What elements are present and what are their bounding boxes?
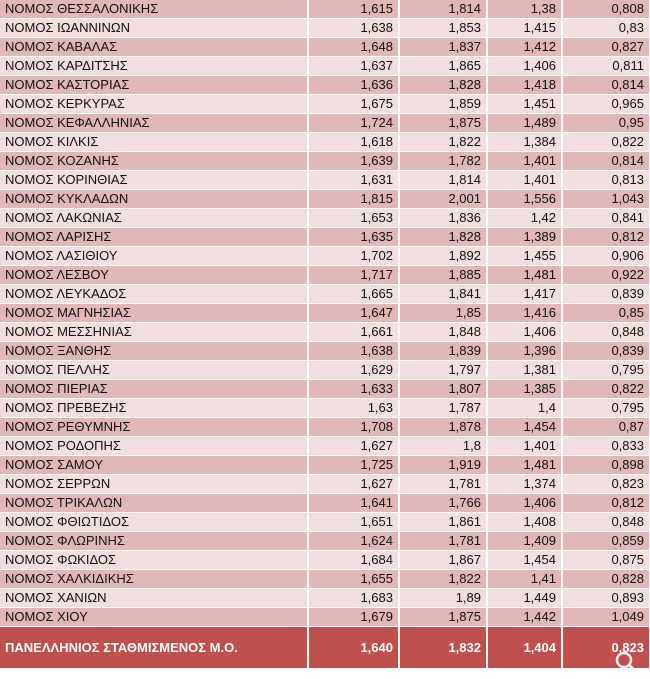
price-cell-col2: 1,797 — [399, 361, 487, 380]
price-cell-col3: 1,442 — [487, 608, 562, 627]
prefecture-name-cell: ΝΟΜΟΣ ΚΥΚΛΑΔΩΝ — [0, 190, 308, 209]
price-cell-col1: 1,651 — [308, 513, 399, 532]
table-row — [0, 114, 650, 133]
prefecture-name-cell: ΝΟΜΟΣ ΚΟΖΑΝΗΣ — [0, 152, 308, 171]
prefecture-name-cell: ΝΟΜΟΣ ΡΕΘΥΜΝΗΣ — [0, 418, 308, 437]
price-cell-col2: 1,848 — [399, 323, 487, 342]
price-cell-col3: 1,406 — [487, 494, 562, 513]
price-cell-col4: 0,814 — [562, 76, 650, 95]
table-row — [0, 209, 650, 228]
price-cell-col2: 1,8 — [399, 437, 487, 456]
price-cell-col2: 1,814 — [399, 171, 487, 190]
table-row — [0, 285, 650, 304]
price-cell-col1: 1,615 — [308, 0, 399, 19]
table-row — [0, 171, 650, 190]
search-magnifier-icon — [612, 650, 642, 674]
table-row — [0, 380, 650, 399]
price-cell-col4: 0,814 — [562, 152, 650, 171]
table-row — [0, 437, 650, 456]
price-cell-col3: 1,451 — [487, 95, 562, 114]
price-cell-col4: 0,823 — [562, 475, 650, 494]
price-cell-col3: 1,449 — [487, 589, 562, 608]
price-cell-col1: 1,635 — [308, 228, 399, 247]
price-cell-col4: 0,848 — [562, 513, 650, 532]
price-cell-col4: 0,812 — [562, 494, 650, 513]
table-row — [0, 19, 650, 38]
price-cell-col1: 1,633 — [308, 380, 399, 399]
price-cell-col2: 1,822 — [399, 133, 487, 152]
price-cell-col2: 1,814 — [399, 0, 487, 19]
price-cell-col1: 1,647 — [308, 304, 399, 323]
price-cell-col3: 1,385 — [487, 380, 562, 399]
prefecture-name-cell: ΝΟΜΟΣ ΛΕΣΒΟΥ — [0, 266, 308, 285]
price-cell-col1: 1,639 — [308, 152, 399, 171]
price-cell-col1: 1,641 — [308, 494, 399, 513]
price-cell-col3: 1,489 — [487, 114, 562, 133]
price-cell-col4: 0,893 — [562, 589, 650, 608]
price-cell-col3: 1,481 — [487, 266, 562, 285]
price-cell-col1: 1,653 — [308, 209, 399, 228]
price-cell-col4: 0,841 — [562, 209, 650, 228]
price-cell-col4: 0,827 — [562, 38, 650, 57]
price-cell-col3: 1,381 — [487, 361, 562, 380]
prefecture-name-cell: ΝΟΜΟΣ ΦΛΩΡΙΝΗΣ — [0, 532, 308, 551]
prefecture-name-cell: ΝΟΜΟΣ ΦΩΚΙΔΟΣ — [0, 551, 308, 570]
price-cell-col1: 1,708 — [308, 418, 399, 437]
price-cell-col4: 0,839 — [562, 342, 650, 361]
price-cell-col4: 0,875 — [562, 551, 650, 570]
price-cell-col1: 1,717 — [308, 266, 399, 285]
price-cell-col3: 1,374 — [487, 475, 562, 494]
price-cell-col3: 1,401 — [487, 171, 562, 190]
price-cell-col3: 1,556 — [487, 190, 562, 209]
prefecture-name-cell: ΝΟΜΟΣ ΛΑΡΙΣΗΣ — [0, 228, 308, 247]
prefecture-name-cell: ΝΟΜΟΣ ΚΑΣΤΟΡΙΑΣ — [0, 76, 308, 95]
price-cell-col3: 1,41 — [487, 570, 562, 589]
price-cell-col3: 1,4 — [487, 399, 562, 418]
price-cell-col2: 1,89 — [399, 589, 487, 608]
price-cell-col1: 1,629 — [308, 361, 399, 380]
price-cell-col3: 1,481 — [487, 456, 562, 475]
price-cell-col3: 1,454 — [487, 551, 562, 570]
prefecture-name-cell: ΝΟΜΟΣ ΚΕΡΚΥΡΑΣ — [0, 95, 308, 114]
price-cell-col4: 0,822 — [562, 133, 650, 152]
total-row — [0, 627, 650, 669]
prefecture-name-cell: ΠΑΝΕΛΛΗΝΙΟΣ ΣΤΑΘΜΙΣΜΕΝΟΣ Μ.Ο. — [0, 627, 308, 669]
prefecture-name-cell: ΝΟΜΟΣ ΧΑΛΚΙΔΙΚΗΣ — [0, 570, 308, 589]
price-cell-col2: 1,919 — [399, 456, 487, 475]
price-cell-col1: 1,627 — [308, 437, 399, 456]
price-cell-col4: 0,859 — [562, 532, 650, 551]
price-cell-col2: 1,832 — [399, 627, 487, 669]
table-row — [0, 513, 650, 532]
prefecture-name-cell: ΝΟΜΟΣ ΞΑΝΘΗΣ — [0, 342, 308, 361]
price-cell-col1: 1,618 — [308, 133, 399, 152]
price-cell-col3: 1,38 — [487, 0, 562, 19]
price-cell-col4: 0,828 — [562, 570, 650, 589]
price-cell-col3: 1,416 — [487, 304, 562, 323]
prefecture-name-cell: ΝΟΜΟΣ ΣΑΜΟΥ — [0, 456, 308, 475]
price-cell-col1: 1,724 — [308, 114, 399, 133]
price-cell-col4: 0,965 — [562, 95, 650, 114]
price-cell-col4: 0,822 — [562, 380, 650, 399]
price-cell-col3: 1,408 — [487, 513, 562, 532]
price-cell-col3: 1,396 — [487, 342, 562, 361]
table-row — [0, 266, 650, 285]
price-cell-col3: 1,409 — [487, 532, 562, 551]
prefecture-name-cell: ΝΟΜΟΣ ΜΕΣΣΗΝΙΑΣ — [0, 323, 308, 342]
prefecture-name-cell: ΝΟΜΟΣ ΧΑΝΙΩΝ — [0, 589, 308, 608]
price-cell-col4: 0,795 — [562, 399, 650, 418]
prefecture-name-cell: ΝΟΜΟΣ ΛΕΥΚΑΔΟΣ — [0, 285, 308, 304]
price-cell-col4: 0,83 — [562, 19, 650, 38]
price-cell-col2: 1,828 — [399, 76, 487, 95]
prefecture-name-cell: ΝΟΜΟΣ ΠΙΕΡΙΑΣ — [0, 380, 308, 399]
price-cell-col4: 0,813 — [562, 171, 650, 190]
price-cell-col1: 1,640 — [308, 627, 399, 669]
price-cell-col1: 1,661 — [308, 323, 399, 342]
prefecture-name-cell: ΝΟΜΟΣ ΚΟΡΙΝΘΙΑΣ — [0, 171, 308, 190]
price-cell-col2: 1,837 — [399, 38, 487, 57]
price-cell-col3: 1,418 — [487, 76, 562, 95]
price-cell-col3: 1,42 — [487, 209, 562, 228]
price-cell-col2: 1,807 — [399, 380, 487, 399]
price-cell-col2: 1,859 — [399, 95, 487, 114]
price-cell-col3: 1,384 — [487, 133, 562, 152]
price-cell-col2: 1,781 — [399, 475, 487, 494]
price-cell-col4: 0,833 — [562, 437, 650, 456]
prefecture-name-cell: ΝΟΜΟΣ ΧΙΟΥ — [0, 608, 308, 627]
price-cell-col2: 1,839 — [399, 342, 487, 361]
table-row — [0, 76, 650, 95]
price-cell-col2: 1,85 — [399, 304, 487, 323]
price-cell-col3: 1,406 — [487, 323, 562, 342]
price-cell-col1: 1,683 — [308, 589, 399, 608]
price-cell-col4: 0,85 — [562, 304, 650, 323]
table-row — [0, 361, 650, 380]
price-cell-col2: 1,885 — [399, 266, 487, 285]
prefecture-name-cell: ΝΟΜΟΣ ΠΡΕΒΕΖΗΣ — [0, 399, 308, 418]
price-cell-col2: 1,875 — [399, 608, 487, 627]
price-cell-col4: 0,87 — [562, 418, 650, 437]
table-row — [0, 95, 650, 114]
price-cell-col2: 2,001 — [399, 190, 487, 209]
price-cell-col2: 1,878 — [399, 418, 487, 437]
price-cell-col1: 1,638 — [308, 342, 399, 361]
table-row — [0, 323, 650, 342]
price-cell-col3: 1,415 — [487, 19, 562, 38]
price-cell-col4: 1,049 — [562, 608, 650, 627]
table-row — [0, 608, 650, 627]
table-row — [0, 532, 650, 551]
price-cell-col3: 1,412 — [487, 38, 562, 57]
price-cell-col4: 0,922 — [562, 266, 650, 285]
table-row — [0, 247, 650, 266]
price-cell-col2: 1,865 — [399, 57, 487, 76]
prefecture-name-cell: ΝΟΜΟΣ ΚΙΛΚΙΣ — [0, 133, 308, 152]
prefecture-name-cell: ΝΟΜΟΣ ΣΕΡΡΩΝ — [0, 475, 308, 494]
table-row — [0, 152, 650, 171]
table-row — [0, 589, 650, 608]
price-cell-col1: 1,636 — [308, 76, 399, 95]
table-row — [0, 0, 650, 19]
price-cell-col2: 1,828 — [399, 228, 487, 247]
prefecture-name-cell: ΝΟΜΟΣ ΛΑΚΩΝΙΑΣ — [0, 209, 308, 228]
table-row — [0, 38, 650, 57]
price-cell-col2: 1,766 — [399, 494, 487, 513]
price-cell-col1: 1,648 — [308, 38, 399, 57]
price-cell-col4: 0,848 — [562, 323, 650, 342]
price-cell-col2: 1,892 — [399, 247, 487, 266]
table-row — [0, 475, 650, 494]
price-cell-col3: 1,406 — [487, 57, 562, 76]
prefecture-name-cell: ΝΟΜΟΣ ΙΩΑΝΝΙΝΩΝ — [0, 19, 308, 38]
prefecture-name-cell: ΝΟΜΟΣ ΚΕΦΑΛΛΗΝΙΑΣ — [0, 114, 308, 133]
price-cell-col1: 1,815 — [308, 190, 399, 209]
price-cell-col4: 0,898 — [562, 456, 650, 475]
price-cell-col1: 1,679 — [308, 608, 399, 627]
price-cell-col3: 1,404 — [487, 627, 562, 669]
price-cell-col1: 1,631 — [308, 171, 399, 190]
price-cell-col2: 1,836 — [399, 209, 487, 228]
prefecture-name-cell: ΝΟΜΟΣ ΚΑΡΔΙΤΣΗΣ — [0, 57, 308, 76]
price-cell-col1: 1,702 — [308, 247, 399, 266]
price-cell-col2: 1,875 — [399, 114, 487, 133]
prefecture-name-cell: ΝΟΜΟΣ ΘΕΣΣΑΛΟΝΙΚΗΣ — [0, 0, 308, 19]
price-cell-col4: 1,043 — [562, 190, 650, 209]
table-row — [0, 551, 650, 570]
price-cell-col1: 1,675 — [308, 95, 399, 114]
price-cell-col2: 1,787 — [399, 399, 487, 418]
price-cell-col4: 0,808 — [562, 0, 650, 19]
price-cell-col1: 1,638 — [308, 19, 399, 38]
price-cell-col1: 1,684 — [308, 551, 399, 570]
table-row — [0, 494, 650, 513]
prefecture-name-cell: ΝΟΜΟΣ ΚΑΒΑΛΑΣ — [0, 38, 308, 57]
price-cell-col2: 1,782 — [399, 152, 487, 171]
prefecture-name-cell: ΝΟΜΟΣ ΡΟΔΟΠΗΣ — [0, 437, 308, 456]
price-cell-col3: 1,417 — [487, 285, 562, 304]
price-cell-col1: 1,637 — [308, 57, 399, 76]
price-cell-col1: 1,655 — [308, 570, 399, 589]
price-cell-col1: 1,624 — [308, 532, 399, 551]
price-cell-col2: 1,781 — [399, 532, 487, 551]
prefecture-name-cell: ΝΟΜΟΣ ΠΕΛΛΗΣ — [0, 361, 308, 380]
price-cell-col1: 1,725 — [308, 456, 399, 475]
price-cell-col4: 0,795 — [562, 361, 650, 380]
table-row — [0, 304, 650, 323]
price-cell-col2: 1,861 — [399, 513, 487, 532]
price-cell-col2: 1,841 — [399, 285, 487, 304]
table-row — [0, 133, 650, 152]
table-row — [0, 399, 650, 418]
price-cell-col2: 1,867 — [399, 551, 487, 570]
price-cell-col2: 1,853 — [399, 19, 487, 38]
table-row — [0, 342, 650, 361]
price-cell-col3: 1,389 — [487, 228, 562, 247]
table-row — [0, 456, 650, 475]
prefecture-name-cell: ΝΟΜΟΣ ΜΑΓΝΗΣΙΑΣ — [0, 304, 308, 323]
table-row — [0, 190, 650, 209]
price-cell-col4: 0,95 — [562, 114, 650, 133]
price-cell-col1: 1,63 — [308, 399, 399, 418]
table-row — [0, 228, 650, 247]
price-cell-col4: 0,839 — [562, 285, 650, 304]
prefecture-name-cell: ΝΟΜΟΣ ΤΡΙΚΑΛΩΝ — [0, 494, 308, 513]
price-cell-col3: 1,455 — [487, 247, 562, 266]
prefecture-name-cell: ΝΟΜΟΣ ΛΑΣΙΘΙΟΥ — [0, 247, 308, 266]
table-row — [0, 418, 650, 437]
price-cell-col4: 0,823 — [562, 627, 650, 669]
price-cell-col3: 1,401 — [487, 152, 562, 171]
price-cell-col4: 0,812 — [562, 228, 650, 247]
price-cell-col3: 1,454 — [487, 418, 562, 437]
price-cell-col3: 1,401 — [487, 437, 562, 456]
table-row — [0, 57, 650, 76]
table-row — [0, 570, 650, 589]
price-cell-col4: 0,906 — [562, 247, 650, 266]
prefecture-name-cell: ΝΟΜΟΣ ΦΘΙΩΤΙΔΟΣ — [0, 513, 308, 532]
price-cell-col1: 1,665 — [308, 285, 399, 304]
price-cell-col2: 1,822 — [399, 570, 487, 589]
price-cell-col4: 0,811 — [562, 57, 650, 76]
price-cell-col1: 1,627 — [308, 475, 399, 494]
